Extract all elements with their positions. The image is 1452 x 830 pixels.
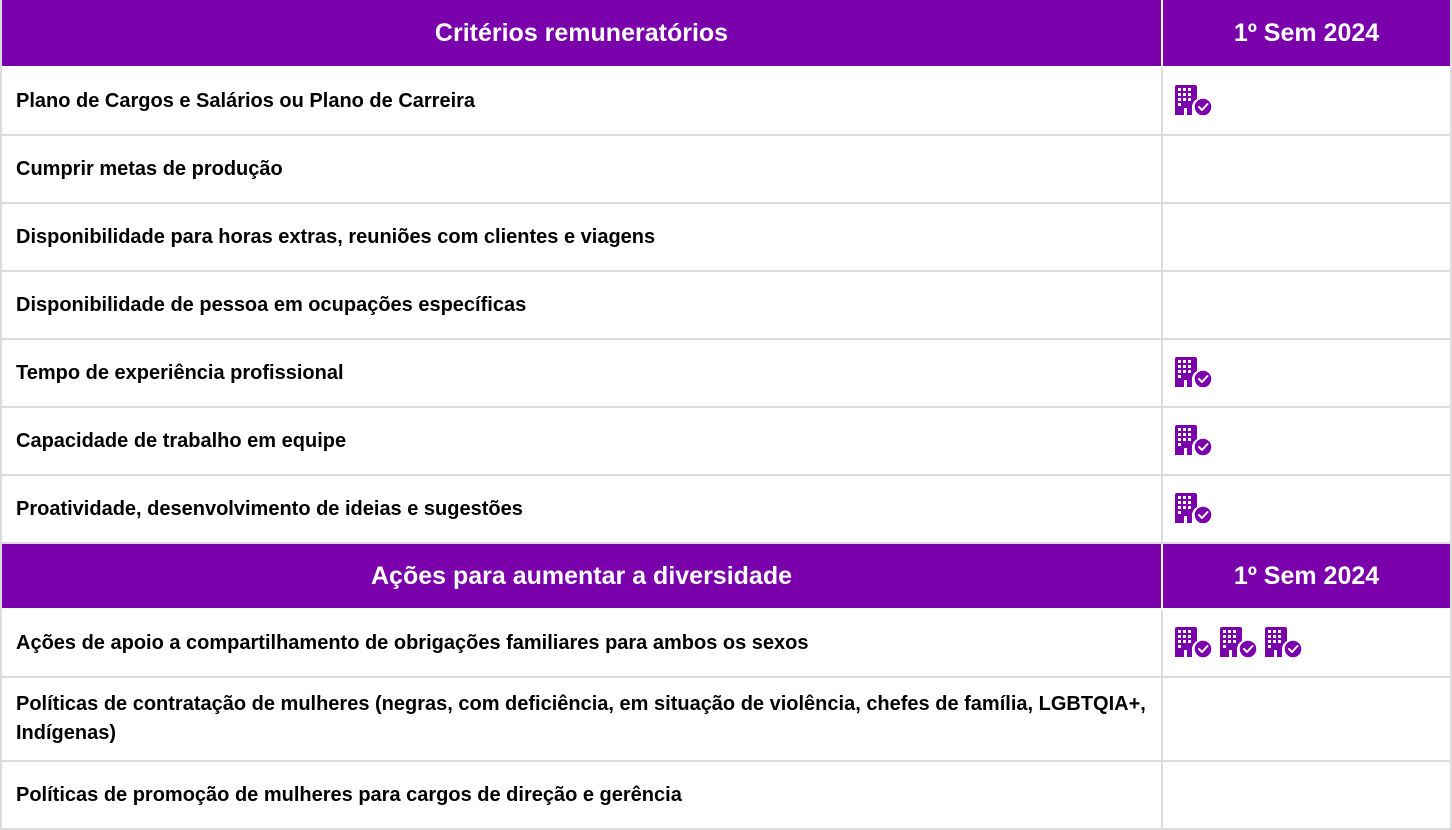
table-row	[2, 68, 1450, 136]
building-check-icon	[1175, 627, 1213, 659]
table-row	[2, 272, 1450, 340]
icon-group	[1175, 85, 1213, 117]
row-label: Disponibilidade de pessoa em ocupações específicas	[16, 293, 527, 316]
building-check-icon	[1265, 627, 1303, 659]
section-title: Critérios remuneratórios	[434, 18, 729, 47]
table-row	[2, 678, 1450, 762]
row-label: Disponibilidade para horas extras, reuniões com clientes e viagens	[16, 225, 656, 248]
row-label: Proatividade, desenvolvimento de ideias e sugestões	[16, 497, 523, 520]
building-check-icon	[1175, 425, 1213, 457]
table-row	[2, 476, 1450, 544]
section-header-remuneration	[2, 0, 1450, 68]
table-row	[2, 408, 1450, 476]
building-check-icon	[1175, 85, 1213, 117]
table-row	[2, 610, 1450, 678]
section-title: Ações para aumentar a diversidade	[370, 561, 793, 590]
row-label: Ações de apoio a compartilhamento de obrigações familiares para ambos os sexos	[16, 631, 809, 654]
row-label: Políticas de promoção de mulheres para cargos de direção e gerência	[16, 783, 682, 806]
row-label: Cumprir metas de produção	[16, 157, 283, 180]
row-label: Plano de Cargos e Salários ou Plano de Carreira	[16, 89, 476, 112]
row-label: Tempo de experiência profissional	[16, 361, 344, 384]
section-header-diversity	[2, 544, 1450, 610]
table-row	[2, 204, 1450, 272]
table-row	[2, 340, 1450, 408]
table-row	[2, 762, 1450, 830]
building-check-icon	[1175, 493, 1213, 525]
period-header: 1º Sem 2024	[1233, 561, 1380, 590]
period-header: 1º Sem 2024	[1233, 18, 1380, 47]
icon-group	[1175, 627, 1303, 659]
icon-group	[1175, 493, 1213, 525]
building-check-icon	[1220, 627, 1258, 659]
icon-group	[1175, 425, 1213, 457]
table-row	[2, 136, 1450, 204]
building-check-icon	[1175, 357, 1213, 389]
row-label: Capacidade de trabalho em equipe	[16, 429, 347, 452]
row-label: Políticas de contratação de mulheres (negras, com deficiência, em situação de violência, chefes de família, LGBTQIA+, Indígenas)	[16, 693, 1146, 744]
icon-group	[1175, 357, 1213, 389]
